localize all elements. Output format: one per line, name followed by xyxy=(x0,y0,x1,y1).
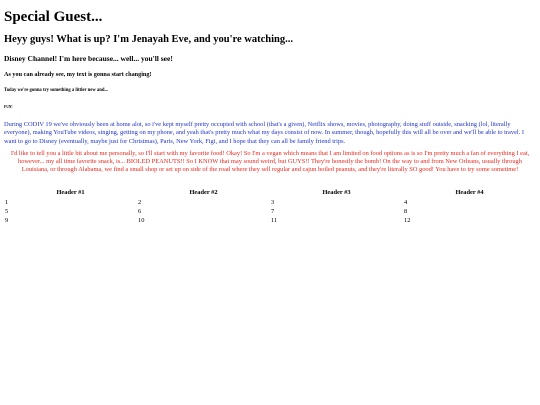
table-header-cell: Header #2 xyxy=(189,189,218,196)
table-cell: 10 xyxy=(138,217,145,224)
heading-5: Today we're gonna try something a littler new and... xyxy=(4,88,108,93)
table-header-cell: Header #3 xyxy=(322,189,351,196)
table-cell: 12 xyxy=(404,217,411,224)
table-row xyxy=(4,216,536,225)
blue-paragraph: During CODIV 19 we've obviously been at home alot, so i've kept myself pretty occupied with school (that's a given), Netflix shows, movies, photography, doing stuff outside, snacking (lol, literally everyone), making YouTube videos, singing, getting on my phone, and yeah that's pretty much what my days consist of now. In summer, though, hopefully this will all be over and we'll be able to travel. I want to go to Disney (eventually, maybe just for Christmas), Paris, New York, Figi, and I hope that they can all be family friend trips. xyxy=(4,121,525,145)
heading-2: Heyy guys! What is up? I'm Jenayah Eve, and you're watching... xyxy=(4,34,293,45)
table-cell: 8 xyxy=(404,208,408,215)
heading-6: FUN! xyxy=(4,105,13,109)
red-paragraph: I'd like to tell you a little bit about me personally, so I'll start with my favorite food! Okay! So I'm a vegan which means that I am limited on food options as is so I'm pretty much a fan of everything I eat, however... my all time favorite snack, is... BIOLED PEANUTS!! So I KNOW that may sound weird, but GUYS!! They're honestly the bomb! On the way to and from New Orleans, usually through Louisiana, or through Alabama, we find a small shop or set up on side of the road where they sell regular and cajun boiled peanuts, and they're literally SO good! You have to try some sometime! xyxy=(10,150,530,174)
table-cell: 2 xyxy=(138,199,142,206)
table-header-cell: Header #4 xyxy=(455,189,484,196)
table-header-row xyxy=(4,187,536,198)
table-header-cell: Header #1 xyxy=(56,189,85,196)
heading-4: As you can already see, my text is gonna start changing! xyxy=(4,71,152,78)
table-row xyxy=(4,207,536,216)
table-cell: 4 xyxy=(404,199,408,206)
heading-3: Disney Channel! I'm here because... well... you'll see! xyxy=(4,54,173,63)
table-row xyxy=(4,198,536,207)
table-cell: 9 xyxy=(5,217,9,224)
table-cell: 1 xyxy=(5,199,9,206)
table-cell: 6 xyxy=(138,208,142,215)
table-cell: 5 xyxy=(5,208,9,215)
heading-1: Special Guest... xyxy=(4,9,103,25)
table-cell: 3 xyxy=(271,199,275,206)
table-cell: 11 xyxy=(271,217,278,224)
data-table xyxy=(4,187,536,225)
table-cell: 7 xyxy=(271,208,275,215)
